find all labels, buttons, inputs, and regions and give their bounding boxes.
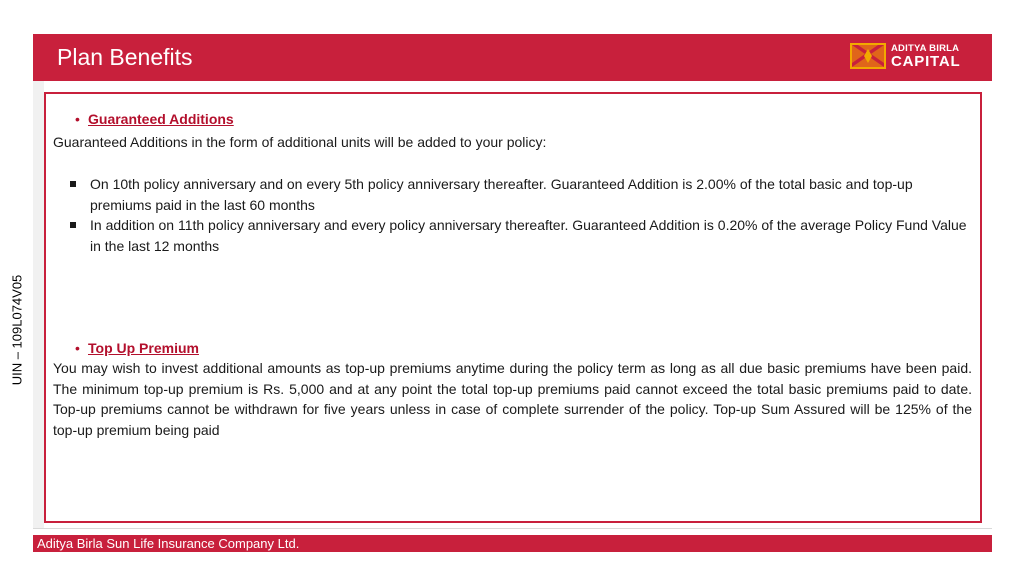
logo-text-line2: CAPITAL: [891, 53, 961, 70]
top-up-premium-body: You may wish to invest additional amounts as top-up premiums anytime during the policy term as long as all due basic premiums have been paid. The minimum top-up premium is Rs. 5,000 and at any point the total top-up premiums paid cannot exceed the total basic premiums paid to date. Top-up premiums cannot be withdrawn for five years unless in case of complete surrender of the policy. Top-up Sum Assured will be 125% of the top-up premium being paid: [53, 360, 972, 438]
page-title: Plan Benefits: [57, 44, 193, 70]
bottom-divider: [33, 528, 992, 529]
guaranteed-addition-item-1: On 10th policy anniversary and on every 5th policy anniversary thereafter. Guaranteed Addition is 2.00% of the total basic and top-up premiums paid in the last 60 months: [90, 176, 913, 213]
top-up-premium-heading: Top Up Premium: [88, 340, 199, 356]
guaranteed-additions-intro: Guaranteed Additions in the form of additional units will be added to your policy:: [53, 134, 547, 150]
guaranteed-additions-heading: Guaranteed Additions: [88, 111, 234, 127]
square-bullet-icon: [70, 222, 76, 228]
aditya-birla-sun-logo-icon: [850, 43, 886, 69]
side-band: [33, 81, 44, 528]
header-bar: [33, 34, 992, 81]
footer-bar: [33, 535, 992, 552]
round-bullet-icon: •: [75, 111, 80, 127]
uin-label: UIN – 109L074V05: [9, 274, 25, 386]
content-box: [44, 92, 982, 523]
square-bullet-icon: [70, 181, 76, 187]
logo-text-line1: ADITYA BIRLA: [891, 43, 960, 54]
round-bullet-icon: •: [75, 340, 80, 356]
guaranteed-addition-item-2: In addition on 11th policy anniversary and every policy anniversary thereafter. Guaranteed Addition is 0.20% of the average Policy Fund Value in the last 12 months: [90, 217, 967, 254]
company-logo: [850, 43, 960, 71]
footer-company-name: Aditya Birla Sun Life Insurance Company Ltd.: [37, 536, 300, 551]
